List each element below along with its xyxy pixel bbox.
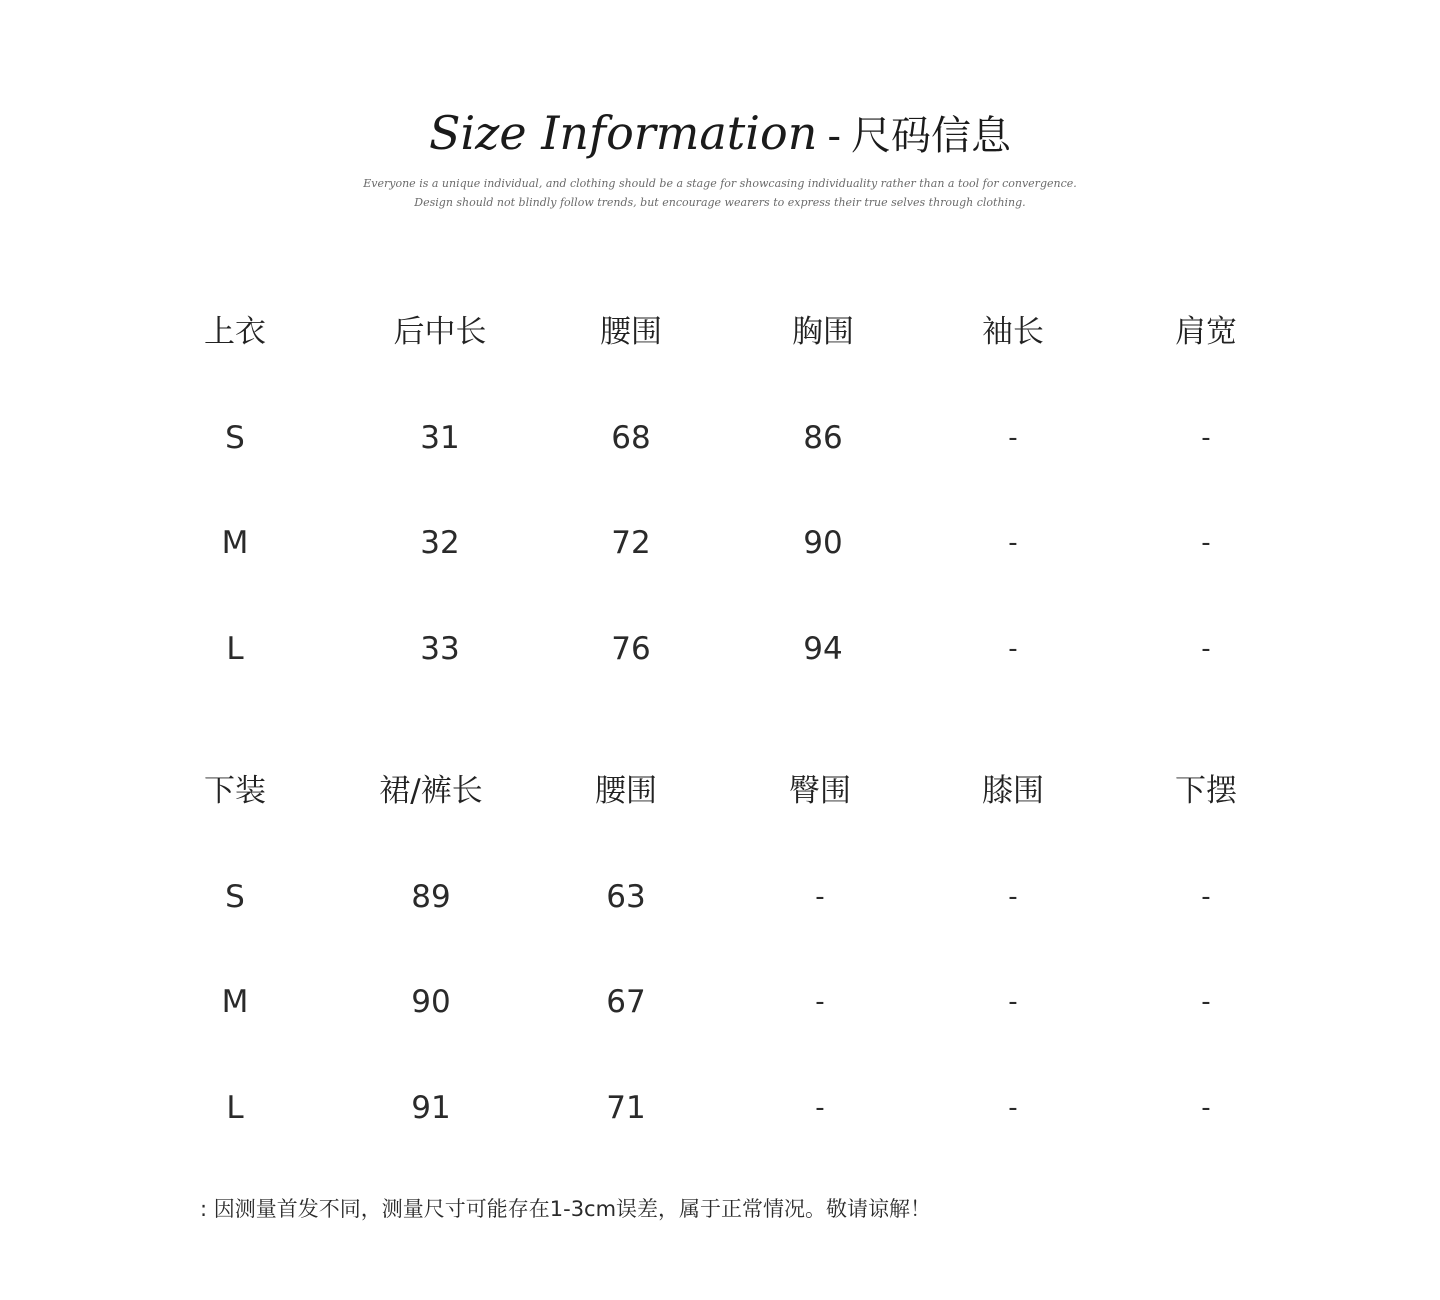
table-row	[0, 619, 1440, 725]
column-header: 臀围	[789, 773, 851, 809]
table-cell: 72	[611, 525, 651, 561]
table-cell: 91	[411, 1089, 451, 1126]
column-header: 下摆	[1175, 773, 1237, 809]
column-header: 下装	[204, 773, 266, 809]
table-cell: -	[815, 881, 825, 912]
table-cell: 71	[606, 1089, 646, 1126]
table-cell: 31	[420, 419, 460, 456]
table-header-row	[0, 302, 1440, 408]
table-cell: -	[1008, 1092, 1018, 1123]
table-cell: -	[815, 1092, 825, 1123]
table-cell: -	[1201, 528, 1211, 558]
column-header: 裙/裤长	[379, 773, 483, 809]
size-label: L	[226, 630, 244, 667]
table-cell: -	[815, 987, 825, 1017]
table-cell: -	[1201, 1092, 1211, 1123]
subtitle-line-1: Everyone is a unique individual, and clothing should be a stage for showcasing individuality rather than a tool for convergence.	[363, 177, 1077, 190]
title-separator: -	[827, 114, 842, 158]
table-row	[0, 1078, 1440, 1184]
table-cell: -	[1008, 987, 1018, 1017]
table-row	[0, 972, 1440, 1078]
column-header: 腰围	[595, 773, 657, 809]
table-cell: 67	[606, 984, 646, 1020]
table-cell: -	[1008, 528, 1018, 558]
size-label: S	[225, 419, 245, 456]
table-cell: 63	[606, 878, 646, 915]
size-label: M	[221, 984, 249, 1020]
table-cell: 76	[611, 630, 651, 667]
table-cell: 90	[803, 525, 843, 561]
table-cell: -	[1201, 881, 1211, 912]
table-cell: 32	[420, 525, 460, 561]
table-row	[0, 867, 1440, 973]
size-label: M	[221, 525, 249, 561]
table-cell: -	[1201, 987, 1211, 1017]
size-label: S	[225, 878, 245, 915]
table-cell: -	[1008, 422, 1018, 453]
table-cell: -	[1201, 422, 1211, 453]
column-header: 袖长	[982, 314, 1044, 350]
table-cell: 90	[411, 984, 451, 1020]
column-header: 腰围	[600, 314, 662, 350]
table-row	[0, 408, 1440, 514]
tops-size-table	[0, 302, 1440, 724]
table-cell: 68	[611, 419, 651, 456]
table-cell: -	[1008, 633, 1018, 664]
column-header: 膝围	[982, 773, 1044, 809]
table-cell: 89	[411, 878, 451, 915]
column-header: 后中长	[393, 314, 487, 350]
column-header: 胸围	[792, 314, 854, 350]
table-cell: -	[1201, 633, 1211, 664]
title-chinese: 尺码信息	[851, 113, 1012, 159]
page-title	[0, 98, 1440, 168]
column-header: 肩宽	[1175, 314, 1237, 350]
table-header-row	[0, 761, 1440, 867]
column-header: 上衣	[204, 314, 266, 350]
table-cell: 86	[803, 419, 843, 456]
table-cell: -	[1008, 881, 1018, 912]
table-cell: 94	[803, 630, 843, 667]
size-label: L	[226, 1089, 244, 1126]
subtitle-line-2: Design should not blindly follow trends, but encourage wearers to express their true selves through clothing.	[414, 196, 1026, 209]
measurement-note: : 因测量首发不同，测量尺寸可能存在1-3cm误差，属于正常情况。敬请谅解！	[200, 1197, 932, 1221]
title-english: Size Information	[428, 106, 818, 160]
bottoms-size-table	[0, 761, 1440, 1183]
table-cell: 33	[420, 630, 460, 667]
table-row	[0, 513, 1440, 619]
